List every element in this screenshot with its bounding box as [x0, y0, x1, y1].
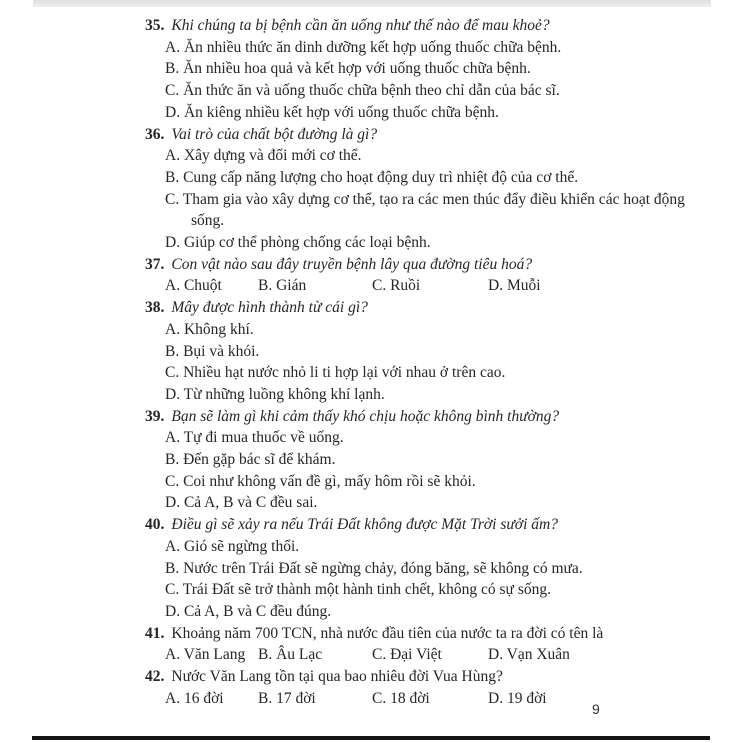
- page-top-edge: [33, 0, 711, 7]
- option-d: D. Giúp cơ thể phòng chống các loại bệnh.: [165, 234, 431, 252]
- option-a: A. Không khí.: [165, 320, 254, 338]
- option-d: D. Từ những luồng không khí lạnh.: [165, 385, 385, 403]
- option-d: D. Ăn kiêng nhiều kết hợp với uống thuốc chữa bệnh.: [165, 103, 499, 121]
- option-a: A. Gió sẽ ngừng thổi.: [165, 537, 300, 555]
- question-heading: [145, 666, 705, 688]
- question-heading: [145, 15, 705, 37]
- question-number: 36.: [145, 125, 165, 143]
- question-block: [145, 124, 705, 254]
- question-options: [165, 37, 705, 124]
- option-b: B. 17 đời: [258, 689, 316, 707]
- question-text: Bạn sẽ làm gì khi cảm thấy khó chịu hoặc không bình thường?: [171, 407, 560, 425]
- question-options: [165, 319, 705, 406]
- question-block: [145, 15, 705, 124]
- question-heading: [145, 623, 705, 645]
- option-b: B. Đến gặp bác sĩ để khám.: [165, 451, 336, 469]
- option-b: B. Nước trên Trái Đất sẽ ngừng chảy, đóng băng, sẽ không có mưa.: [165, 559, 583, 577]
- option-b: B. Bụi và khói.: [165, 342, 260, 360]
- option-c: C. Ăn thức ăn và uống thuốc chữa bệnh theo chỉ dẫn của bác sĩ.: [165, 82, 560, 100]
- question-text: Điều gì sẽ xảy ra nếu Trái Đất không được Mặt Trời sưởi ấm?: [171, 516, 558, 534]
- question-options: [165, 688, 705, 710]
- option-d: D. Muỗi: [488, 277, 541, 295]
- question-block: [145, 406, 705, 515]
- question-options: [165, 427, 705, 514]
- question-text: Nước Văn Lang tồn tại qua bao nhiêu đời Vua Hùng?: [171, 668, 503, 686]
- question-number: 41.: [145, 624, 165, 642]
- question-number: 40.: [145, 516, 165, 534]
- question-number: 37.: [145, 255, 165, 273]
- question-block: [145, 254, 705, 297]
- question-heading: [145, 297, 705, 319]
- option-c: C. 18 đời: [372, 689, 430, 707]
- question-block: [145, 666, 705, 709]
- question-text: Khoảng năm 700 TCN, nhà nước đầu tiên của nước ta ra đời có tên là: [171, 624, 604, 642]
- question-number: 39.: [145, 407, 165, 425]
- option-b: B. Ăn nhiều hoa quả và kết hợp với uống thuốc chữa bệnh.: [165, 60, 531, 78]
- question-options: [165, 536, 705, 623]
- option-c: C. Tham gia vào xây dựng cơ thể, tạo ra các men thúc đẩy điều khiển các hoạt động sống.: [165, 190, 685, 230]
- option-b: B. Cung cấp năng lượng cho hoạt động duy trì nhiệt độ của cơ thể.: [165, 168, 579, 186]
- question-options: [165, 275, 705, 297]
- question-options: [165, 644, 705, 666]
- option-d: D. Cả A, B và C đều đúng.: [165, 602, 332, 620]
- question-heading: [145, 514, 705, 536]
- option-b: B. Âu Lạc: [258, 646, 323, 664]
- option-d: D. 19 đời: [488, 689, 547, 707]
- question-options: [165, 145, 705, 254]
- option-a: A. Tự đi mua thuốc về uống.: [165, 429, 344, 447]
- question-text: Khi chúng ta bị bệnh cần ăn uống như thế nào để mau khoẻ?: [171, 17, 550, 34]
- question-number: 38.: [145, 299, 165, 317]
- question-heading: [145, 254, 705, 276]
- option-c: C. Ruồi: [372, 277, 421, 295]
- question-block: [145, 297, 705, 406]
- question-block: [145, 623, 705, 666]
- option-a: A. Văn Lang: [165, 646, 246, 664]
- question-number: 35.: [145, 17, 165, 34]
- option-a: A. 16 đời: [165, 689, 224, 707]
- question-block: [145, 514, 705, 623]
- option-c: C. Coi như không vấn đề gì, mấy hôm rồi sẽ khỏi.: [165, 472, 476, 490]
- question-text: Vai trò của chất bột đường là gì?: [171, 125, 378, 143]
- question-text: Mây được hình thành từ cái gì?: [171, 299, 368, 317]
- page-bottom-edge: [32, 736, 710, 740]
- question-heading: [145, 124, 705, 146]
- question-number: 42.: [145, 668, 165, 686]
- option-c: C. Đại Việt: [372, 646, 442, 664]
- option-c: C. Trái Đất sẽ trở thành một hành tinh chết, không có sự sống.: [165, 581, 551, 599]
- page-number: 9: [592, 701, 600, 717]
- option-d: D. Cả A, B và C đều sai.: [165, 494, 318, 512]
- option-a: A. Xây dựng và đổi mới cơ thể.: [165, 147, 362, 165]
- quiz-page-content: [145, 15, 705, 710]
- question-text: Con vật nào sau đây truyền bệnh lây qua đường tiêu hoá?: [171, 255, 533, 273]
- question-heading: [145, 406, 705, 428]
- option-a: A. Ăn nhiều thức ăn dinh dưỡng kết hợp uống thuốc chữa bệnh.: [165, 38, 562, 56]
- option-a: A. Chuột: [165, 277, 222, 295]
- option-b: B. Gián: [258, 277, 307, 295]
- option-c: C. Nhiều hạt nước nhỏ li ti hợp lại với nhau ở trên cao.: [165, 364, 506, 382]
- option-d: D. Vạn Xuân: [488, 646, 570, 664]
